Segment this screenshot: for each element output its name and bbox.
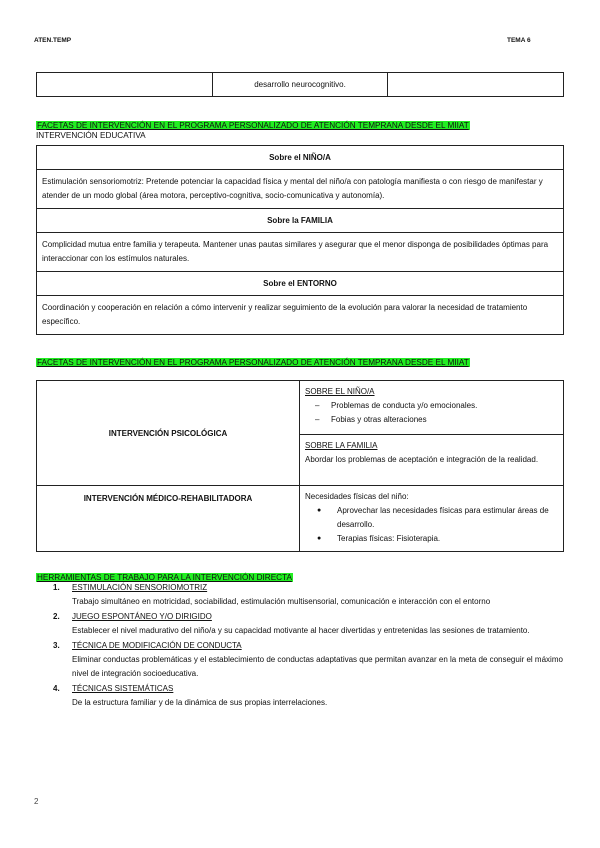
psicologica-nino-item: – Problemas de conducta y/o emocionales. [305, 399, 558, 413]
section2-title-wrap [36, 352, 470, 370]
herramienta-desc: Trabajo simultáneo en motricidad, sociabilidad, estimulación multisensorial, comunicación e interacción con el entorno [72, 597, 491, 606]
section1-title: FACETAS DE INTERVENCIÓN EN EL PROGRAMA PERSONALIZADO DE ATENCIÓN TEMPRANA DESDE EL MIIAT [37, 121, 469, 130]
educativa-head-nino: Sobre el NIÑO/A [37, 146, 563, 170]
herramienta-title: ESTIMULACIÓN SENSORIOMOTRIZ [72, 583, 208, 592]
psicologica-familia-title: SOBRE LA FAMILIA [305, 441, 378, 450]
educativa-body-entorno: Coordinación y cooperación en relación a cómo intervenir y realizar seguimiento de la evolución para valorar la necesidad de tratamiento específico. [42, 303, 528, 326]
herramienta-item [36, 581, 564, 609]
herramienta-title: TÉCNICAS SISTEMÁTICAS [72, 684, 174, 693]
educativa-head-entorno: Sobre el ENTORNO [37, 272, 563, 296]
psicologica-content [300, 381, 563, 485]
psicologica-row [37, 381, 563, 486]
medico-intro: Necesidades físicas del niño: [305, 492, 409, 501]
educativa-body-nino: Estimulación sensoriomotriz: Pretende potenciar la capacidad física y mental del niño/a con patología manifiesta o con riesgo de manifestar y atender de un modo global (área motora, perceptivo-cognitiva, socio-comunicativa y autonomía). [37, 170, 563, 209]
medico-label: INTERVENCIÓN MÉDICO-REHABILITADORA [37, 486, 300, 551]
herramienta-item [36, 639, 564, 681]
psicologica-nino-title: SOBRE EL NIÑO/A [305, 387, 375, 396]
continuation-cell-1 [37, 73, 213, 96]
medico-item: ● Aprovechar las necesidades físicas para estimular áreas de desarrollo. [305, 504, 558, 532]
continuation-cell-2: desarrollo neurocognitivo. [213, 73, 388, 96]
herramienta-desc: Eliminar conductas problemáticas y el establecimiento de conductas adaptativas que permitan avanzar en la meta de conseguir el máximo nivel de integración socioeducativa. [72, 655, 563, 678]
page-number: 2 [34, 797, 39, 806]
section2-title: FACETAS DE INTERVENCIÓN EN EL PROGRAMA PERSONALIZADO DE ATENCIÓN TEMPRANA DESDE EL MIIAT [37, 358, 469, 367]
herramientas-list [36, 581, 564, 711]
educativa-table [36, 145, 564, 335]
medico-needs [300, 486, 563, 550]
medico-row [37, 486, 563, 551]
psicologica-label: INTERVENCIÓN PSICOLÓGICA [37, 381, 300, 485]
herramienta-number: 1. [53, 583, 60, 592]
section3-title: HERRAMIENTAS DE TRABAJO PARA LA INTERVENCIÓN DIRECTA [37, 573, 292, 582]
educativa-body-familia: Complicidad mutua entre familia y terapeuta. Mantener unas pautas similares y asegurar que el menor disponga de posibilidades óptimas para interaccionar con los estímulos naturales. [37, 233, 563, 272]
medico-item: ● Terapias físicas: Fisioterapia. [305, 532, 558, 546]
herramienta-desc: Establecer el nivel madurativo del niño/a y su capacidad motivante al hacer divertidas y entretenidas las sesiones de tratamiento. [72, 626, 530, 635]
psicologica-familia-text: Abordar los problemas de aceptación e integración de la realidad. [305, 455, 539, 464]
header-left: ATEN.TEMP [34, 37, 72, 44]
medico-content [300, 486, 563, 551]
herramienta-title: JUEGO ESPONTÁNEO Y/O DIRIGIDO [72, 612, 212, 621]
section1-subtitle: INTERVENCIÓN EDUCATIVA [36, 131, 146, 140]
educativa-head-familia: Sobre la FAMILIA [37, 209, 563, 233]
psicologica-familia [300, 434, 563, 485]
psicologica-nino [300, 381, 563, 434]
herramienta-desc: De la estructura familiar y de la dinámica de sus propias interrelaciones. [72, 698, 328, 707]
continuation-cell-3 [388, 73, 563, 96]
herramienta-item [36, 610, 564, 638]
psicologica-table [36, 380, 564, 552]
herramienta-number: 2. [53, 612, 60, 621]
psicologica-nino-item: – Fobias y otras alteraciones [305, 413, 558, 427]
herramienta-number: 3. [53, 641, 60, 650]
header-right: TEMA 6 [507, 37, 531, 44]
continuation-table [36, 72, 564, 97]
herramienta-item [36, 682, 564, 710]
herramienta-title: TÉCNICA DE MODIFICACIÓN DE CONDUCTA [72, 641, 242, 650]
herramienta-number: 4. [53, 684, 60, 693]
